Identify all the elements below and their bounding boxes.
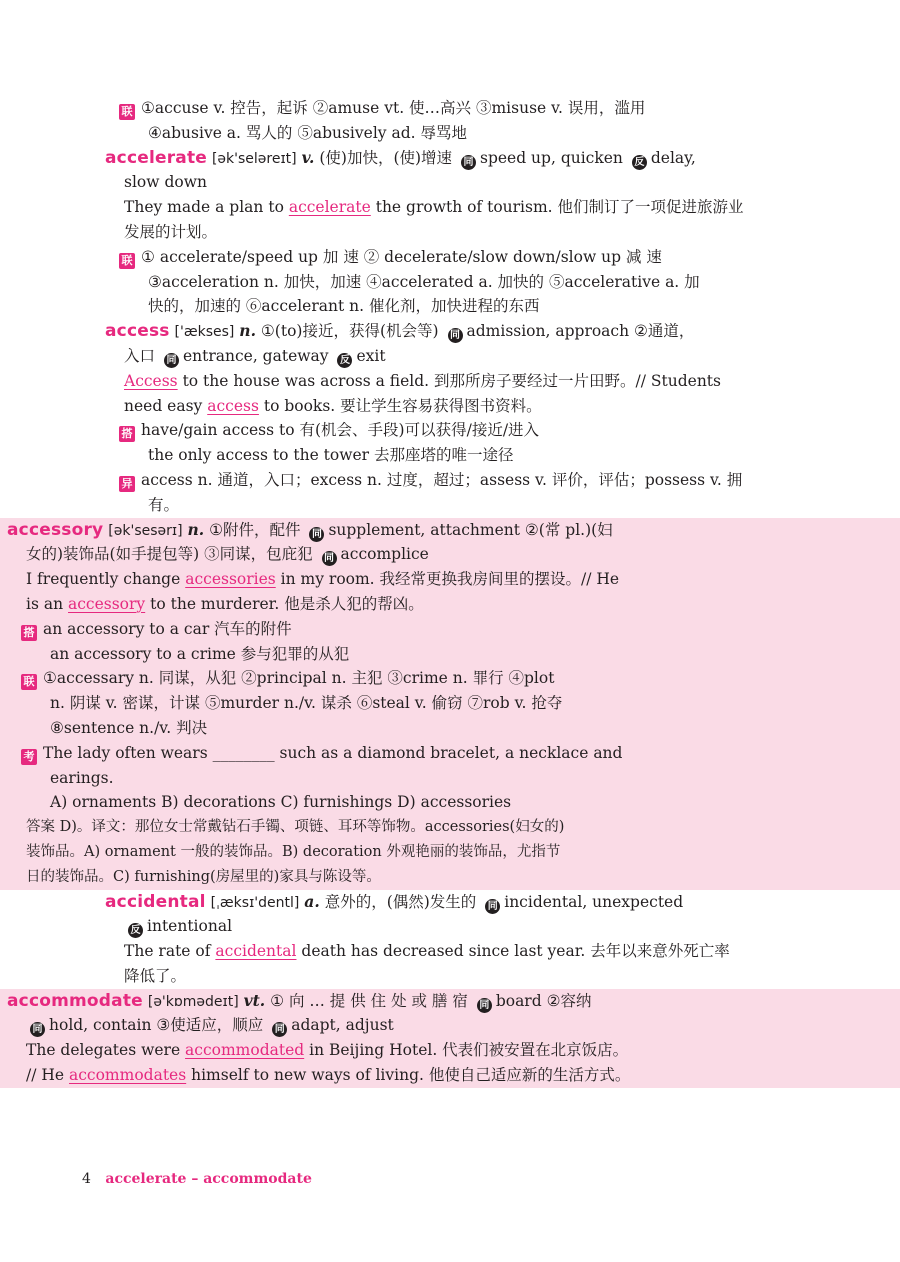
headword: accelerate: [105, 147, 208, 168]
synonym-icon: 同: [30, 1022, 45, 1037]
antonyms: delay,: [650, 148, 696, 167]
dictionary-page: [0, 96, 900, 1088]
entry-lian-block: [0, 96, 900, 146]
definition: 女的)装饰品(如手提包等) ③同谋，包庇犯: [26, 545, 313, 564]
part-of-speech: n.: [187, 519, 205, 539]
phonetic: [ə'kɒmədeɪt]: [147, 993, 239, 1010]
highlight-word: Access: [124, 371, 178, 390]
definition: 意外的，(偶然)发生的: [324, 892, 477, 911]
phonetic: [ək'seləreɪt]: [211, 150, 297, 167]
page-number: 4: [82, 1171, 91, 1187]
antonyms: intentional: [147, 917, 233, 936]
headword: accommodate: [7, 990, 143, 1011]
da-tag-icon: 搭: [119, 426, 135, 442]
synonym-icon: 同: [448, 328, 463, 343]
example-translation: 降低了。: [124, 966, 187, 985]
highlight-word: accessory: [68, 594, 146, 613]
example-sentence: need easy access to books. 要让学生容易获得图书资料。: [124, 396, 542, 415]
entry-accommodate: [0, 989, 900, 1088]
highlight-word: accelerate: [288, 198, 371, 217]
definition: (使)加快，(使)增速: [319, 148, 453, 167]
part-of-speech: vt.: [243, 990, 266, 1010]
synonyms: entrance, gateway: [182, 346, 329, 365]
exam-question: earings.: [50, 768, 114, 787]
lian-tag-icon: 联: [119, 253, 135, 269]
kao-tag-icon: 考: [21, 749, 37, 765]
distinction-line: access n. 通道，入口；excess n. 过度，超过；assess v. 评价，评估；possess v. 拥: [141, 470, 743, 489]
synonyms: admission, approach ②通道，: [466, 322, 695, 341]
headword: accidental: [105, 891, 206, 912]
example-sentence: is an accessory to the murderer. 他是杀人犯的帮凶。: [26, 594, 424, 613]
part-of-speech: n.: [239, 321, 256, 341]
antonym-icon: 反: [128, 923, 143, 938]
antonym-icon: 反: [632, 155, 647, 170]
lian-line: ① accelerate/speed up 加 速 ② decelerate/slow down/slow up 减 速: [141, 247, 662, 266]
antonyms-cont: slow down: [124, 173, 207, 192]
highlight-word: accidental: [215, 942, 297, 961]
synonyms: board ②容纳: [495, 991, 592, 1010]
collocation: the only access to the tower 去那座塔的唯一途径: [148, 446, 514, 465]
example-sentence: They made a plan to accelerate the growth of tourism. 他们制订了一项促进旅游业: [124, 198, 744, 217]
phonetic: [ək'sesərɪ]: [108, 522, 183, 539]
lian-line: ①accuse v. 控告，起诉 ②amuse vt. 使…高兴 ③misuse v. 误用，滥用: [141, 99, 646, 117]
synonyms: speed up, quicken: [479, 148, 623, 167]
da-tag-icon: 搭: [21, 625, 37, 641]
synonyms: hold, contain ③使适应，顺应: [49, 1016, 264, 1035]
collocation: an accessory to a crime 参与犯罪的从犯: [50, 644, 350, 663]
example-sentence: Access to the house was across a field. 到那所房子要经过一片田野。// Students: [124, 371, 721, 390]
antonyms: exit: [356, 346, 386, 365]
highlight-word: accommodated: [185, 1041, 305, 1060]
synonym-icon: 同: [322, 551, 337, 566]
yi-tag-icon: 异: [119, 476, 135, 492]
headword: access: [105, 321, 170, 342]
entry-accelerate: [0, 146, 900, 320]
synonyms: adapt, adjust: [291, 1016, 394, 1035]
page-footer: [82, 1169, 312, 1189]
lian-line: 快的，加速的 ⑥accelerant n. 催化剂，加快进程的东西: [148, 297, 540, 316]
lian-line: ①accessary n. 同谋，从犯 ②principal n. 主犯 ③crime n. 罪行 ④plot: [43, 669, 555, 688]
footer-word-range: accelerate – accommodate: [105, 1171, 312, 1187]
synonym-icon: 同: [164, 353, 179, 368]
exam-answer: 装饰品。A) ornament 一般的装饰品。B) decoration 外观艳丽的装饰品，尤指节: [26, 843, 561, 860]
synonym-icon: 同: [309, 527, 324, 542]
highlight-word: access: [207, 396, 259, 415]
collocation: have/gain access to 有(机会、手段)可以获得/接近/进入: [141, 421, 540, 440]
synonym-icon: 同: [461, 155, 476, 170]
phonetic: [ˌæksɪ'dentl]: [210, 894, 300, 911]
exam-options: A) ornaments B) decorations C) furnishings D) accessories: [50, 793, 512, 812]
lian-line: ⑧sentence n./v. 判决: [50, 718, 208, 737]
part-of-speech: v.: [301, 147, 315, 167]
definition: ① 向 … 提 供 住 处 或 膳 宿: [270, 991, 468, 1010]
lian-line: ③acceleration n. 加快，加速 ④accelerated a. 加快的 ⑤accelerative a. 加: [148, 272, 700, 291]
example-sentence: The delegates were accommodated in Beijing Hotel. 代表们被安置在北京饭店。: [26, 1041, 629, 1060]
synonym-icon: 同: [485, 899, 500, 914]
example-sentence: // He accommodates himself to new ways of living. 他使自己适应新的生活方式。: [26, 1066, 631, 1085]
headword: accessory: [7, 519, 104, 540]
highlight-word: accessories: [185, 570, 276, 589]
lian-line: ④abusive a. 骂人的 ⑤abusively ad. 辱骂地: [148, 123, 467, 142]
example-translation: 发展的计划。: [124, 222, 218, 241]
distinction-line: 有。: [148, 495, 180, 514]
entry-accessory: [0, 518, 900, 890]
definition: ①附件，配件: [209, 520, 301, 539]
synonyms: supplement, attachment ②(常 pl.)(妇: [328, 520, 613, 539]
entry-access: [0, 319, 900, 517]
highlight-word: accommodates: [69, 1066, 187, 1085]
synonym-icon: 同: [272, 1022, 287, 1037]
synonyms: incidental, unexpected: [504, 892, 684, 911]
entry-accidental: [0, 890, 900, 989]
synonym-icon: 同: [477, 998, 492, 1013]
lian-tag-icon: 联: [21, 674, 37, 690]
definition: ①(to)接近，获得(机会等): [260, 322, 439, 341]
antonym-icon: 反: [337, 353, 352, 368]
collocation: an accessory to a car 汽车的附件: [43, 619, 292, 638]
phonetic: ['ækses]: [174, 324, 235, 341]
part-of-speech: a.: [304, 891, 320, 911]
example-sentence: I frequently change accessories in my room. 我经常更换我房间里的摆设。// He: [26, 570, 620, 589]
exam-answer: 答案 D)。译文：那位女士常戴钻石手镯、项链、耳环等饰物。accessories(妇女的): [26, 819, 565, 836]
lian-tag-icon: 联: [119, 104, 135, 120]
definition: 入口: [124, 346, 156, 365]
example-sentence: The rate of accidental death has decreased since last year. 去年以来意外死亡率: [124, 942, 730, 961]
exam-question: The lady often wears ________ such as a diamond bracelet, a necklace and: [43, 743, 623, 762]
exam-answer: 日的装饰品。C) furnishing(房屋里的)家具与陈设等。: [26, 868, 381, 885]
lian-line: n. 阴谋 v. 密谋，计谋 ⑤murder n./v. 谋杀 ⑥steal v. 偷窃 ⑦rob v. 抢夺: [50, 694, 563, 713]
synonyms: accomplice: [340, 545, 429, 564]
